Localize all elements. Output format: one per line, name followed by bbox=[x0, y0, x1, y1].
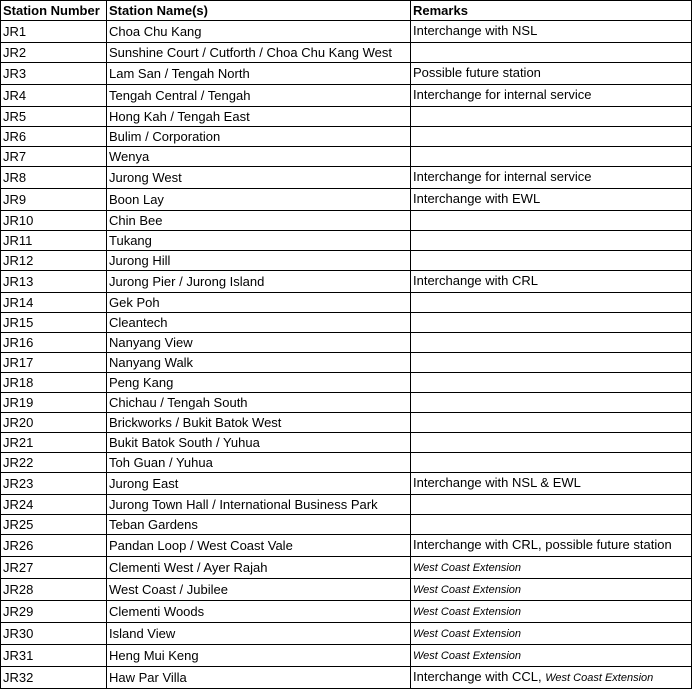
table-row bbox=[1, 333, 692, 353]
station-number-cell: JR31 bbox=[1, 645, 107, 667]
station-number-cell: JR4 bbox=[1, 85, 107, 107]
table-row bbox=[1, 623, 692, 645]
remarks-cell bbox=[411, 85, 692, 107]
station-number-cell: JR24 bbox=[1, 495, 107, 515]
table-row bbox=[1, 211, 692, 231]
remarks-cell bbox=[411, 63, 692, 85]
station-number-cell: JR10 bbox=[1, 211, 107, 231]
remarks-cell bbox=[411, 473, 692, 495]
remarks-cell bbox=[411, 495, 692, 515]
table-row bbox=[1, 557, 692, 579]
table-row bbox=[1, 373, 692, 393]
remark-extension-note: West Coast Extension bbox=[413, 628, 522, 640]
station-number-cell: JR20 bbox=[1, 413, 107, 433]
table-row bbox=[1, 645, 692, 667]
station-number-cell: JR15 bbox=[1, 313, 107, 333]
remark-extension-note: West Coast Extension bbox=[545, 672, 654, 684]
station-name-cell: Jurong Hill bbox=[107, 251, 411, 271]
remarks-cell bbox=[411, 231, 692, 251]
table-row bbox=[1, 167, 692, 189]
station-number-cell: JR25 bbox=[1, 515, 107, 535]
table-row bbox=[1, 393, 692, 413]
remark-text: Interchange for internal service bbox=[413, 87, 592, 102]
remarks-cell bbox=[411, 271, 692, 293]
station-name-cell: Choa Chu Kang bbox=[107, 21, 411, 43]
remarks-cell bbox=[411, 21, 692, 43]
header-station-number: Station Number bbox=[1, 1, 107, 21]
remark-extension-note: West Coast Extension bbox=[413, 606, 522, 618]
header-row bbox=[1, 1, 692, 21]
remarks-cell bbox=[411, 515, 692, 535]
table-row bbox=[1, 579, 692, 601]
table-row bbox=[1, 515, 692, 535]
remarks-cell bbox=[411, 43, 692, 63]
remarks-cell bbox=[411, 667, 692, 689]
station-number-cell: JR23 bbox=[1, 473, 107, 495]
station-name-cell: Bulim / Corporation bbox=[107, 127, 411, 147]
header-station-names: Station Name(s) bbox=[107, 1, 411, 21]
remarks-cell bbox=[411, 393, 692, 413]
station-name-cell: West Coast / Jubilee bbox=[107, 579, 411, 601]
station-name-cell: Gek Poh bbox=[107, 293, 411, 313]
header-remarks: Remarks bbox=[411, 1, 692, 21]
station-number-cell: JR1 bbox=[1, 21, 107, 43]
station-name-cell: Nanyang Walk bbox=[107, 353, 411, 373]
remark-text: Possible future station bbox=[413, 65, 541, 80]
remark-text: Interchange with NSL bbox=[413, 23, 538, 38]
remarks-cell bbox=[411, 107, 692, 127]
station-name-cell: Jurong West bbox=[107, 167, 411, 189]
station-name-cell: Brickworks / Bukit Batok West bbox=[107, 413, 411, 433]
station-number-cell: JR32 bbox=[1, 667, 107, 689]
table-row bbox=[1, 85, 692, 107]
station-name-cell: Boon Lay bbox=[107, 189, 411, 211]
station-number-cell: JR26 bbox=[1, 535, 107, 557]
station-number-cell: JR18 bbox=[1, 373, 107, 393]
table-row bbox=[1, 147, 692, 167]
remark-extension-note: West Coast Extension bbox=[413, 584, 522, 596]
station-number-cell: JR8 bbox=[1, 167, 107, 189]
station-number-cell: JR13 bbox=[1, 271, 107, 293]
station-number-cell: JR3 bbox=[1, 63, 107, 85]
remarks-cell bbox=[411, 413, 692, 433]
remark-text: Interchange for internal service bbox=[413, 169, 592, 184]
station-name-cell: Sunshine Court / Cutforth / Choa Chu Kang West bbox=[107, 43, 411, 63]
station-number-cell: JR22 bbox=[1, 453, 107, 473]
station-number-cell: JR6 bbox=[1, 127, 107, 147]
remarks-cell bbox=[411, 189, 692, 211]
remarks-cell bbox=[411, 623, 692, 645]
station-number-cell: JR27 bbox=[1, 557, 107, 579]
table-row bbox=[1, 453, 692, 473]
table-row bbox=[1, 313, 692, 333]
station-name-cell: Clementi West / Ayer Rajah bbox=[107, 557, 411, 579]
remarks-cell bbox=[411, 211, 692, 231]
table-row bbox=[1, 231, 692, 251]
station-name-cell: Nanyang View bbox=[107, 333, 411, 353]
remark-text: Interchange with CRL, possible future station bbox=[413, 537, 672, 552]
station-number-cell: JR7 bbox=[1, 147, 107, 167]
station-name-cell: Peng Kang bbox=[107, 373, 411, 393]
table-row bbox=[1, 433, 692, 453]
station-number-cell: JR21 bbox=[1, 433, 107, 453]
station-number-cell: JR30 bbox=[1, 623, 107, 645]
station-name-cell: Chichau / Tengah South bbox=[107, 393, 411, 413]
station-number-cell: JR19 bbox=[1, 393, 107, 413]
station-name-cell: Island View bbox=[107, 623, 411, 645]
table-row bbox=[1, 189, 692, 211]
station-number-cell: JR5 bbox=[1, 107, 107, 127]
station-name-cell: Cleantech bbox=[107, 313, 411, 333]
station-name-cell: Clementi Woods bbox=[107, 601, 411, 623]
station-number-cell: JR11 bbox=[1, 231, 107, 251]
table-row bbox=[1, 353, 692, 373]
station-number-cell: JR29 bbox=[1, 601, 107, 623]
station-name-cell: Pandan Loop / West Coast Vale bbox=[107, 535, 411, 557]
table-row bbox=[1, 107, 692, 127]
table-row bbox=[1, 667, 692, 689]
station-name-cell: Heng Mui Keng bbox=[107, 645, 411, 667]
table-row bbox=[1, 43, 692, 63]
remarks-cell bbox=[411, 353, 692, 373]
table-row bbox=[1, 251, 692, 271]
station-name-cell: Chin Bee bbox=[107, 211, 411, 231]
remarks-cell bbox=[411, 293, 692, 313]
station-name-cell: Bukit Batok South / Yuhua bbox=[107, 433, 411, 453]
remarks-cell bbox=[411, 251, 692, 271]
station-name-cell: Jurong Town Hall / International Business Park bbox=[107, 495, 411, 515]
station-name-cell: Teban Gardens bbox=[107, 515, 411, 535]
remarks-cell bbox=[411, 373, 692, 393]
remark-text: Interchange with CCL, bbox=[413, 669, 546, 684]
remark-text: Interchange with EWL bbox=[413, 191, 541, 206]
station-number-cell: JR12 bbox=[1, 251, 107, 271]
station-number-cell: JR2 bbox=[1, 43, 107, 63]
remarks-cell bbox=[411, 535, 692, 557]
remark-text: Interchange with NSL & EWL bbox=[413, 475, 581, 490]
station-name-cell: Wenya bbox=[107, 147, 411, 167]
remarks-cell bbox=[411, 127, 692, 147]
remarks-cell bbox=[411, 453, 692, 473]
remarks-cell bbox=[411, 313, 692, 333]
table-row bbox=[1, 601, 692, 623]
station-number-cell: JR17 bbox=[1, 353, 107, 373]
station-number-cell: JR28 bbox=[1, 579, 107, 601]
remarks-cell bbox=[411, 167, 692, 189]
station-name-cell: Lam San / Tengah North bbox=[107, 63, 411, 85]
table-row bbox=[1, 21, 692, 43]
remarks-cell bbox=[411, 147, 692, 167]
remarks-cell bbox=[411, 557, 692, 579]
station-name-cell: Jurong East bbox=[107, 473, 411, 495]
remarks-cell bbox=[411, 433, 692, 453]
table-row bbox=[1, 495, 692, 515]
station-name-cell: Tukang bbox=[107, 231, 411, 251]
station-name-cell: Toh Guan / Yuhua bbox=[107, 453, 411, 473]
table-row bbox=[1, 473, 692, 495]
table-row bbox=[1, 127, 692, 147]
station-name-cell: Tengah Central / Tengah bbox=[107, 85, 411, 107]
remark-extension-note: West Coast Extension bbox=[413, 562, 522, 574]
remarks-cell bbox=[411, 579, 692, 601]
table-row bbox=[1, 413, 692, 433]
remarks-cell bbox=[411, 333, 692, 353]
table-row bbox=[1, 271, 692, 293]
remark-extension-note: West Coast Extension bbox=[413, 650, 522, 662]
station-name-cell: Haw Par Villa bbox=[107, 667, 411, 689]
station-number-cell: JR14 bbox=[1, 293, 107, 313]
remark-text: Interchange with CRL bbox=[413, 273, 539, 288]
remarks-cell bbox=[411, 601, 692, 623]
station-number-cell: JR16 bbox=[1, 333, 107, 353]
remarks-cell bbox=[411, 645, 692, 667]
table-row bbox=[1, 535, 692, 557]
station-number-cell: JR9 bbox=[1, 189, 107, 211]
table-row bbox=[1, 63, 692, 85]
station-name-cell: Hong Kah / Tengah East bbox=[107, 107, 411, 127]
station-name-cell: Jurong Pier / Jurong Island bbox=[107, 271, 411, 293]
table-row bbox=[1, 293, 692, 313]
